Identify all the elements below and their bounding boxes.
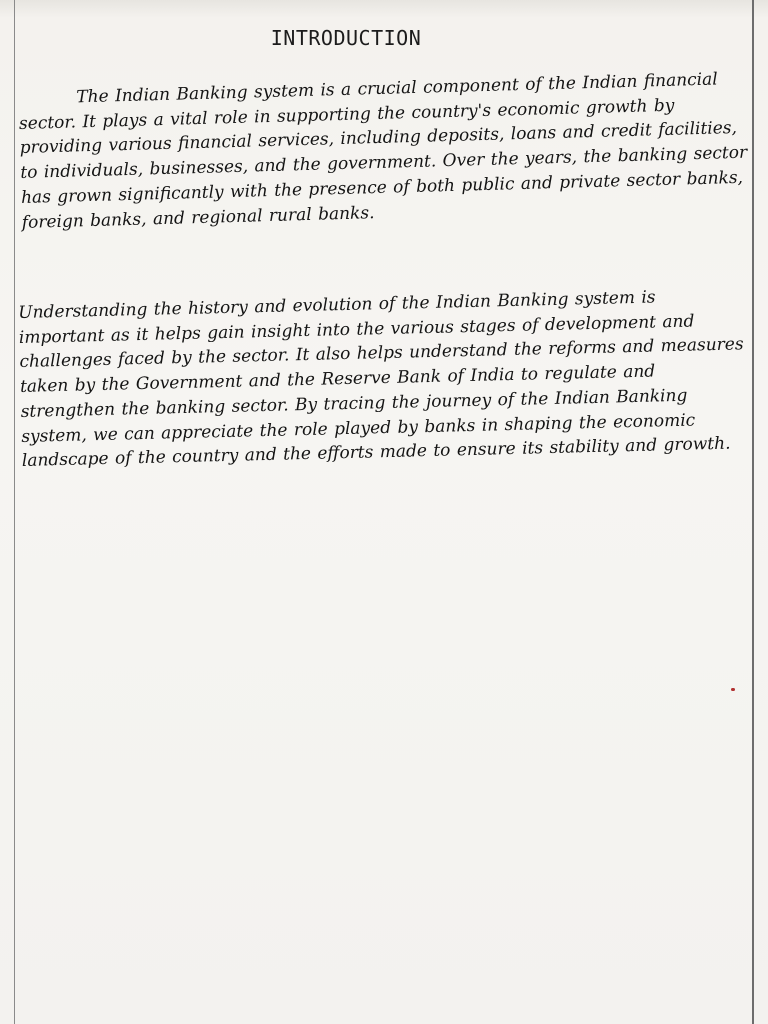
left-margin-line [14,0,15,1024]
page-top-shadow [0,0,768,18]
paragraph-1: The Indian Banking system is a crucial component of the Indian financial sector. It plays a vital role in supporting the country's economic growth by providing various financial services, including deposits, loans and credit facilities, to individuals, businesses, and the government. Over the years, the banking sector has grown significantly with the presence of both public and private sector banks, foreign banks, and regional rural banks. [18,69,748,233]
ink-mark [731,688,735,691]
page-title [0,26,768,50]
page-title-text: INTRODUCTION [270,26,422,50]
paragraph-2: Understanding the history and evolution of the Indian Banking system is important as it helps gain insight into the various stages of development and challenges faced by the sector. It also helps understand the reforms and measures taken by the Government and the Reserve Bank of India to regulate and strengthen the banking sector. By tracing the journey of the Indian Banking system, we can appreciate the role played by banks in shaping the economic landscape of the country and the efforts made to ensure its stability and growth. [18,287,744,472]
right-page-border [752,0,754,1024]
